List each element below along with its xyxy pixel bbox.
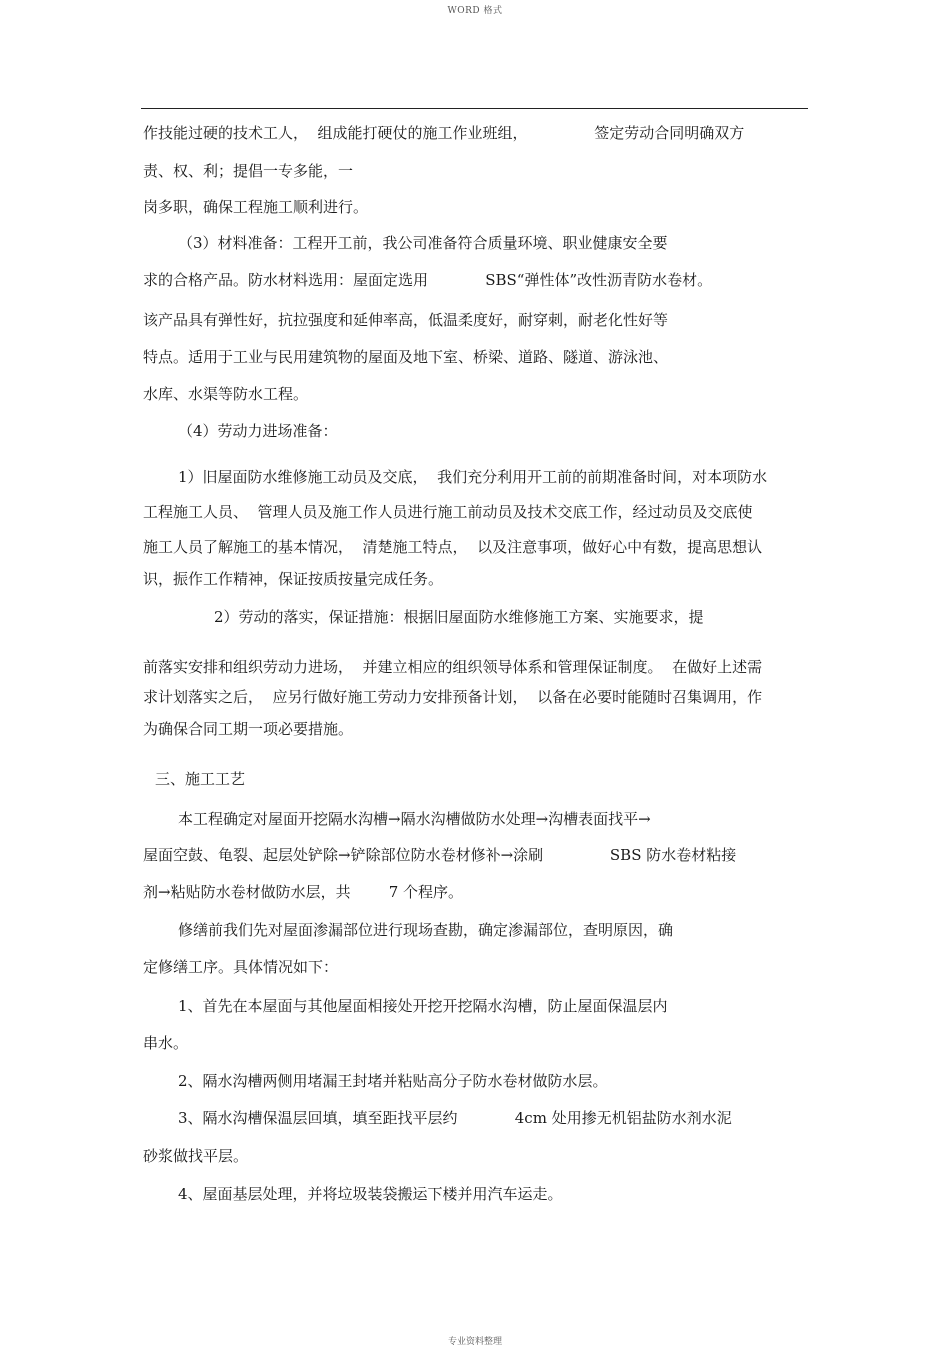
text-line: 水库、水渠等防水工程。 [143,385,309,403]
text-line: 定修缮工序。具体情况如下： [143,958,339,976]
text-line: 工程施工人员、 管理人员及施工作人员进行施工前动员及技术交底工作，经过动员及交底使 [143,503,753,521]
section-heading: 三、施工工艺 [155,770,246,788]
text-line: 1、首先在本屋面与其他屋面相接处开挖开挖隔水沟槽，防止屋面保温层内 [178,997,668,1015]
text-line: 4、屋面基层处理，并将垃圾装袋搬运下楼并用汽车运走。 [178,1185,563,1203]
text-line: 作技能过硬的技术工人， 组成能打硬仗的施工作业班组， 签定劳动合同明确双方 [143,124,745,142]
text-line: 砂浆做找平层。 [143,1147,249,1165]
text-line: 前落实安排和组织劳动力进场， 并建立相应的组织领导体系和管理保证制度。 在做好上述需 [143,658,763,676]
text-line: 识，振作工作精神，保证按质按量完成任务。 [143,570,444,588]
text-line: 求计划落实之后， 应另行做好施工劳动力安排预备计划， 以备在必要时能随时召集调用，作 [143,688,763,706]
text-line: 剂→粘贴防水卷材做防水层，共 7 个程序。 [143,883,464,901]
text-line: 岗多职，确保工程施工顺利进行。 [143,198,369,216]
text-line: 本工程确定对屋面开挖隔水沟槽→隔水沟槽做防水处理→沟槽表面找平→ [178,810,651,828]
page-header: WORD 格式 [447,6,503,16]
text-line: 该产品具有弹性好，抗拉强度和延伸率高，低温柔度好，耐穿刺，耐老化性好等 [143,311,669,329]
text-line: 施工人员了解施工的基本情况， 清楚施工特点， 以及注意事项，做好心中有数，提高思想认 [143,538,763,556]
header-rule [141,108,808,109]
text-line: 为确保合同工期一项必要措施。 [143,720,354,738]
text-line: （4）劳动力进场准备： [178,422,338,440]
text-line: 特点。适用于工业与民用建筑物的屋面及地下室、桥梁、道路、隧道、游泳池、 [143,348,669,366]
text-line: 2、隔水沟槽两侧用堵漏王封堵并粘贴高分子防水卷材做防水层。 [178,1072,608,1090]
page-footer: 专业资料整理 [447,1337,502,1347]
text-line: 责、权、利；提倡一专多能，一 [143,162,354,180]
text-line: 1）旧屋面防水维修施工动员及交底， 我们充分利用开工前的前期准备时间，对本项防水 [178,468,768,486]
text-line: 修缮前我们先对屋面渗漏部位进行现场查勘，确定渗漏部位，查明原因，确 [178,921,674,939]
text-line: 串水。 [143,1034,189,1052]
text-line: 3、隔水沟槽保温层回填，填至距找平层约 4cm 处用掺无机铝盐防水剂水泥 [178,1109,732,1127]
text-line: 屋面空鼓、龟裂、起层处铲除→铲除部位防水卷材修补→涂刷 SBS 防水卷材粘接 [143,846,737,864]
text-line: （3）材料准备：工程开工前，我公司准备符合质量环境、职业健康安全要 [178,234,668,252]
text-line: 2）劳动的落实，保证措施：根据旧屋面防水维修施工方案、实施要求，提 [214,608,704,626]
text-line: 求的合格产品。防水材料选用：屋面定选用 SBS“弹性体”改性沥青防水卷材。 [143,271,713,289]
